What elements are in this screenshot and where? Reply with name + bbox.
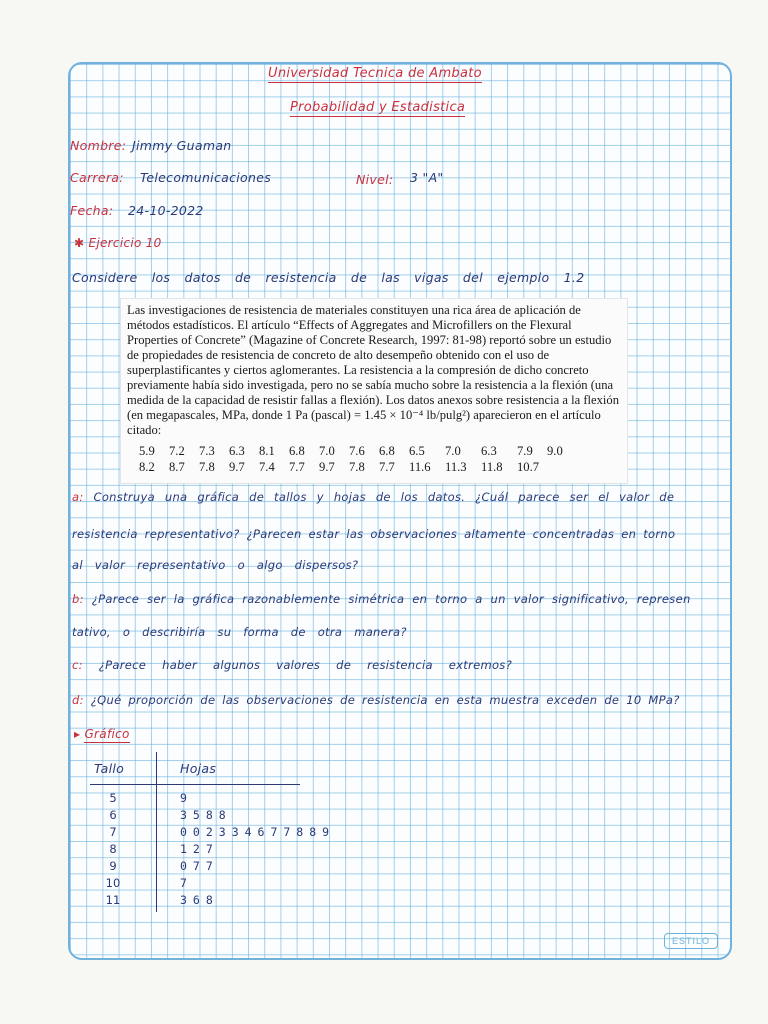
question-c-label: c:	[72, 658, 83, 672]
stem-row-9: 9	[109, 859, 117, 873]
stem-row-11: 11	[105, 893, 121, 907]
course-title: Probabilidad y Estadistica	[290, 100, 466, 115]
question-b-line1	[72, 592, 691, 606]
table-vertical-rule	[156, 752, 157, 912]
data-value: 6.8	[289, 444, 305, 458]
data-value: 11.6	[409, 460, 431, 474]
data-value: 9.7	[319, 460, 335, 474]
data-row-2	[127, 460, 621, 475]
level-label: Nivel:	[356, 172, 394, 187]
exercise-heading	[74, 236, 162, 250]
data-value: 7.2	[169, 444, 185, 458]
graph-heading	[74, 727, 130, 741]
data-value: 7.8	[199, 460, 215, 474]
career-label: Carrera:	[70, 170, 124, 185]
date-label: Fecha:	[70, 203, 114, 218]
stem-row-7: 7	[109, 825, 117, 839]
question-a-line2: resistencia representativo? ¿Parecen estar las observaciones altamente concentradas en torno	[72, 527, 676, 541]
question-a-line3: al valor representativo o algo dispersos?	[72, 558, 359, 572]
table-horizontal-rule	[90, 784, 300, 785]
leaves-row-6: 3588	[180, 808, 232, 822]
data-value: 5.9	[139, 444, 155, 458]
data-value: 10.7	[517, 460, 540, 474]
stem-row-10: 10	[105, 876, 121, 890]
leaves-row-9: 077	[180, 859, 219, 873]
stem-row-8: 8	[109, 842, 117, 856]
exercise-intro: Considere los datos de resistencia de las vigas del ejemplo 1.2	[72, 270, 585, 285]
data-value: 7.0	[319, 444, 335, 458]
data-value: 9.7	[229, 460, 245, 474]
data-value: 7.8	[349, 460, 365, 474]
leaves-row-10: 7	[180, 876, 193, 890]
stem-row-5: 5	[109, 791, 117, 805]
exercise-heading-text: Ejercicio 10	[88, 236, 162, 250]
data-value: 11.3	[445, 460, 467, 474]
leaves-row-7: 002334677889	[180, 825, 336, 839]
data-value: 6.8	[379, 444, 395, 458]
data-value: 8.2	[139, 460, 155, 474]
data-value: 7.7	[289, 460, 305, 474]
printed-paragraph: Las investigaciones de resistencia de materiales constituyen una rica área de aplicación de métodos estadísticos. El artículo “Effects of Aggregates and Microfillers on the Flexural Properties of Concrete” (Magazine of Concrete Research, 1997: 81-98) reportó sobre un estudio de propiedades de resistencia de concreto de alto desempeño obtenido con el uso de superplastificantes y ciertos aglomerantes. La resistencia a la compresión de dicho concreto previamente había sido investigada, pero no se sabía mucho sobre la resistencia a la flexión (una medida de la capacidad de resistir fallas a flexión). Los datos anexos sobre resistencia a la flexión (en megapascales, MPa, donde 1 Pa (pascal) = 1.45 × 10⁻⁴ lb/pulg²) aparecieron en el artículo citado:	[127, 303, 620, 437]
name-label: Nombre:	[70, 138, 127, 153]
question-a-line1	[72, 490, 674, 504]
data-value: 7.0	[445, 444, 461, 458]
graph-heading-text: Gráfico	[84, 727, 130, 741]
data-value: 11.8	[481, 460, 503, 474]
data-value: 6.3	[481, 444, 497, 458]
question-b-text1: ¿Parece ser la gráfica razonablemente simétrica en torno a un valor significativo, represen	[91, 592, 691, 606]
question-d-label: d:	[72, 693, 84, 707]
question-d-text1: ¿Qué proporción de las observaciones de resistencia en esta muestra exceden de 10 MPa?	[90, 693, 680, 707]
triangle-bullet-icon: ▸	[74, 727, 85, 741]
data-value: 6.5	[409, 444, 425, 458]
question-c-line1	[72, 658, 512, 672]
data-value: 7.3	[199, 444, 215, 458]
bullet-icon: ✱	[74, 236, 89, 250]
leaves-row-5: 9	[180, 791, 193, 805]
name-value: Jimmy Guaman	[132, 138, 232, 153]
data-row-1	[127, 444, 621, 459]
question-d-line1	[72, 693, 680, 707]
data-value: 7.7	[379, 460, 395, 474]
data-value: 7.9	[517, 444, 533, 458]
data-value: 7.6	[349, 444, 365, 458]
career-value: Telecomunicaciones	[140, 170, 272, 185]
university-title: Universidad Tecnica de Ambato	[268, 66, 482, 81]
question-b-label: b:	[72, 592, 84, 606]
question-b-line2: tativo, o describiría su forma de otra manera?	[72, 625, 407, 639]
leaf-header: Hojas	[180, 761, 217, 776]
data-value: 9.0	[547, 444, 563, 458]
leaves-row-8: 127	[180, 842, 219, 856]
question-a-text1: Construya una gráfica de tallos y hojas de los datos. ¿Cuál parece ser el valor de	[93, 490, 675, 504]
data-value: 8.7	[169, 460, 185, 474]
data-value: 8.1	[259, 444, 275, 458]
level-value: 3 "A"	[410, 170, 444, 185]
data-value: 7.4	[259, 460, 275, 474]
brand-logo: ESTILO	[664, 933, 718, 949]
notebook-sheet	[68, 62, 732, 960]
stem-row-6: 6	[109, 808, 117, 822]
stem-header: Tallo	[94, 761, 125, 776]
leaves-row-11: 368	[180, 893, 219, 907]
question-c-text1: ¿Parece haber algunos valores de resistencia extremos?	[98, 658, 512, 672]
data-value: 6.3	[229, 444, 245, 458]
date-value: 24-10-2022	[128, 203, 204, 218]
question-a-label: a:	[72, 490, 84, 504]
printed-excerpt	[120, 298, 628, 484]
